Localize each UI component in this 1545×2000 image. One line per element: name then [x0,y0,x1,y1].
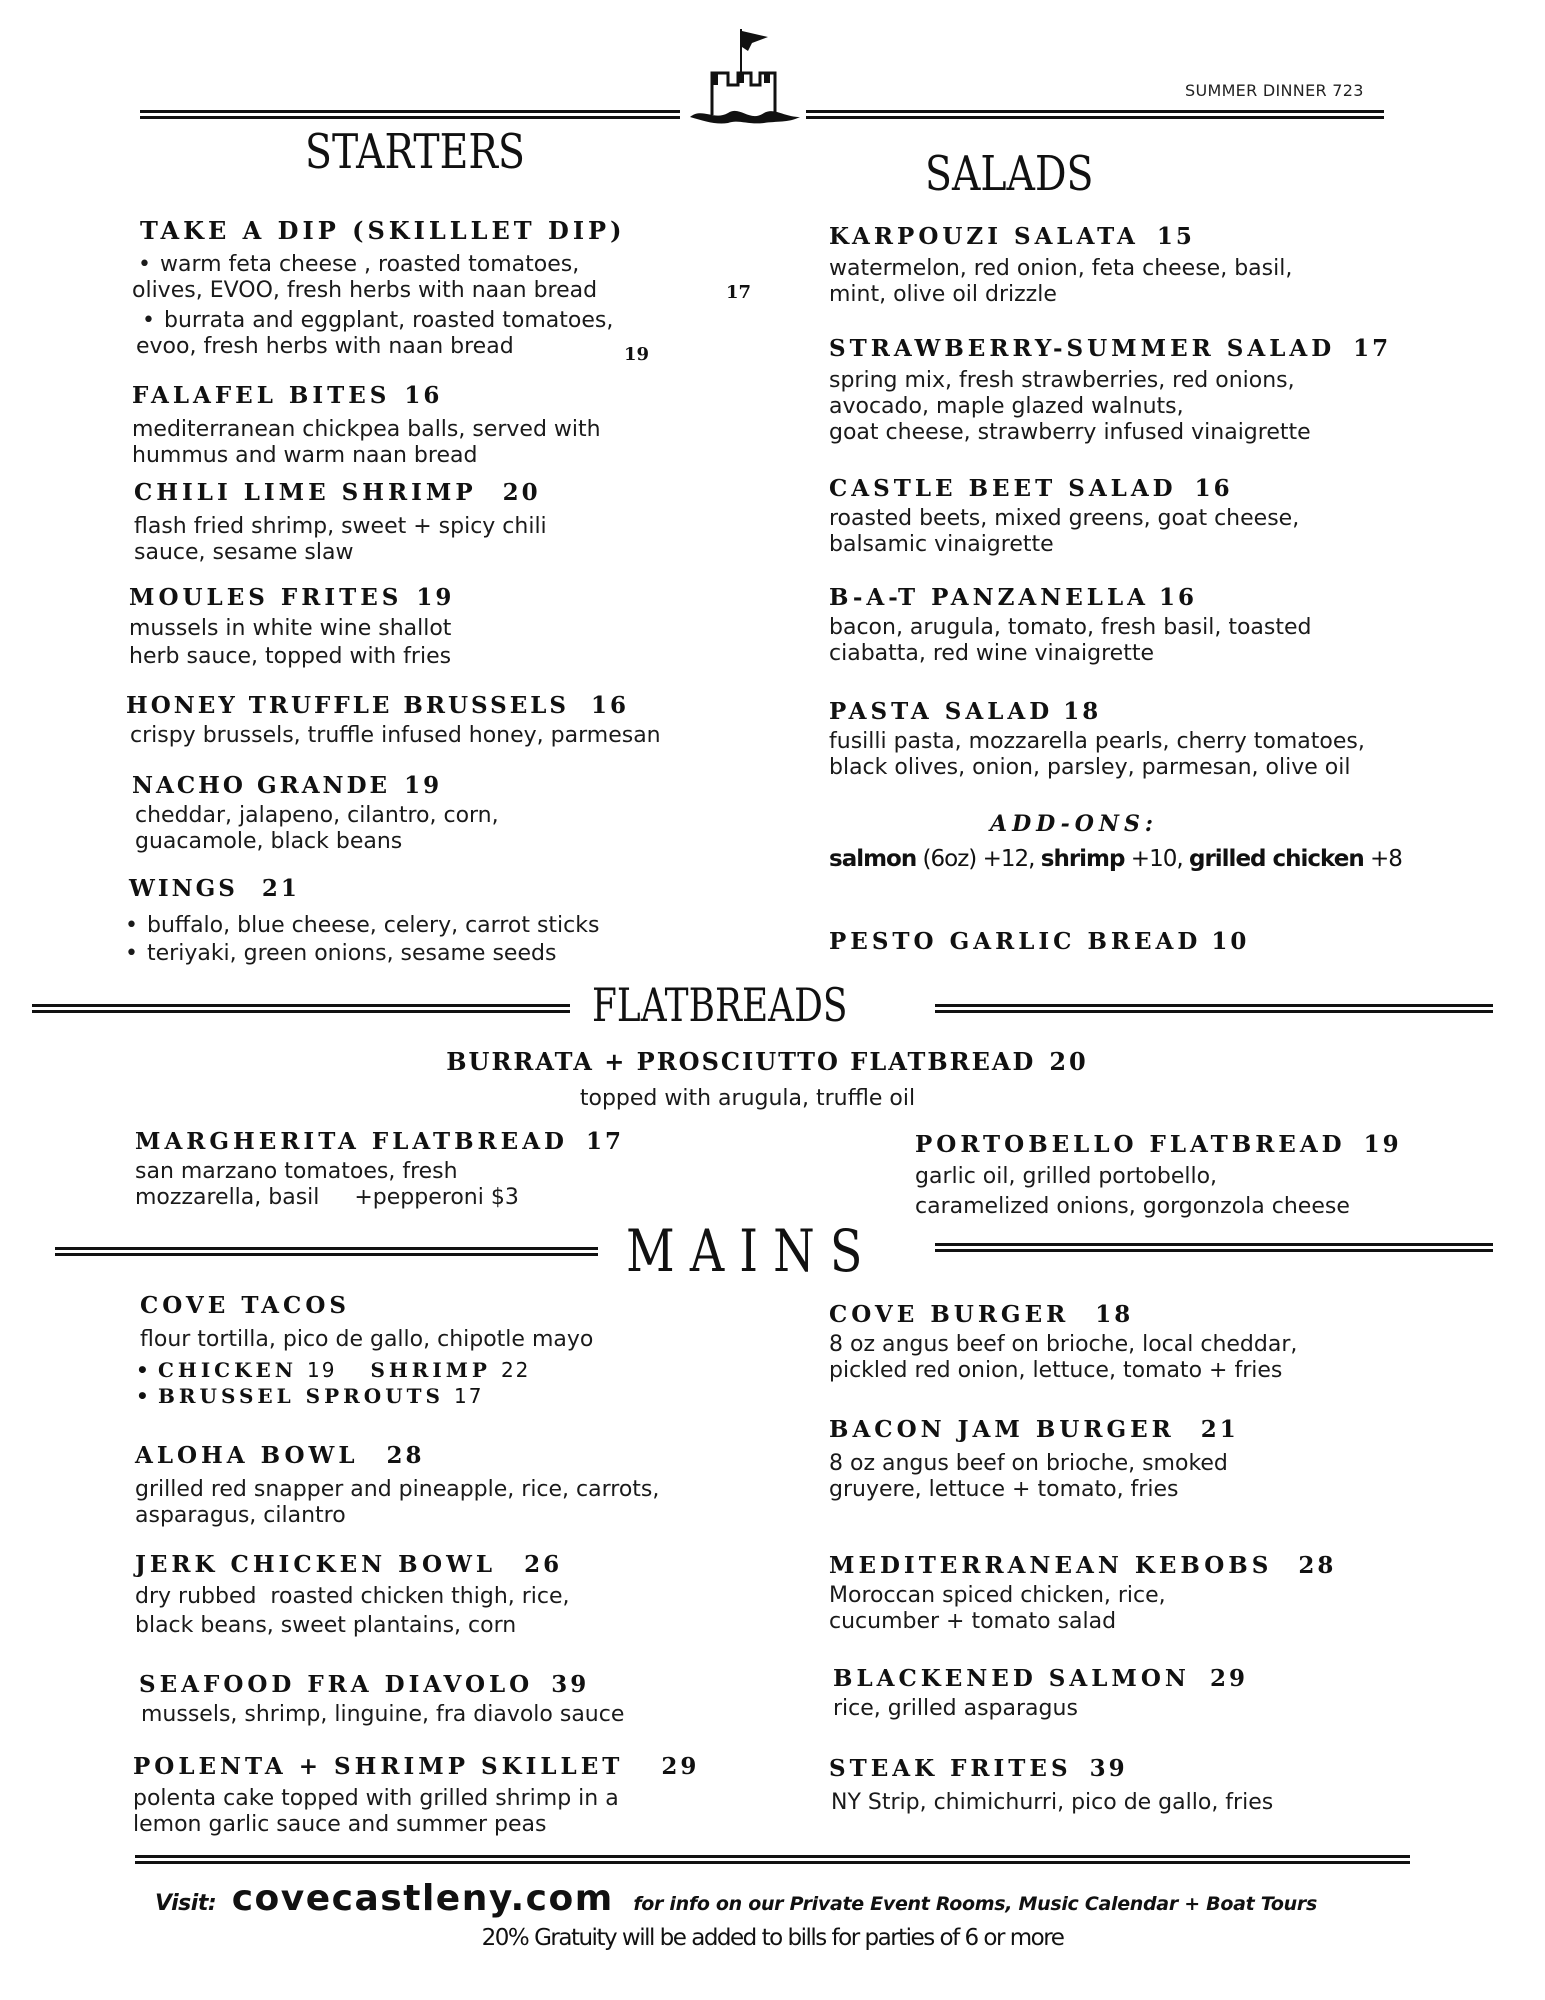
menu-item-burrata-prosciutto-flatbread: BURRATA + PROSCIUTTO FLATBREAD 20 topped with arugula, truffle oil [446,1047,1089,1111]
website-link[interactable]: covecastleny.com [231,1878,614,1919]
castle-logo-icon [688,25,803,125]
starters-title: STARTERS [305,124,526,180]
menu-item-moules-frites: MOULES FRITES 19 mussels in white wine shallot herb sauce, topped with fries [129,584,455,669]
bullet-icon [125,913,147,938]
menu-item-strawberry-summer-salad: STRAWBERRY-SUMMER SALAD 17 spring mix, fresh strawberries, red onions, avocado, maple glazed walnuts, goat cheese, strawberry infused vinaigrette [829,335,1392,445]
bullet-icon [132,252,160,277]
mains-title: M A I N S [626,1217,863,1285]
menu-item-falafel-bites: FALAFEL BITES 16 mediterranean chickpea balls, served with hummus and warm naan bread [132,382,601,468]
visit-label: Visit: [155,1891,217,1916]
menu-item-karpouzi-salata: KARPOUZI SALATA 15 watermelon, red onion, feta cheese, basil, mint, olive oil drizzle [829,223,1293,307]
menu-item-seafood-fra-diavolo: SEAFOOD FRA DIAVOLO 39 mussels, shrimp, linguine, fra diavolo sauce [139,1671,625,1727]
header-rule-left [140,110,680,119]
dip-option-1: • warm feta cheese , roasted tomatoes, olives, EVOO, fresh herbs with naan bread [132,252,597,304]
menu-item-bat-panzanella: B-A-T PANZANELLA 16 bacon, arugula, tomato, fresh basil, toasted ciabatta, red wine vinaigrette [829,584,1312,666]
dip-option-1-price: 17 [726,282,752,303]
menu-item-blackened-salmon: BLACKENED SALMON 29 rice, grilled asparagus [833,1665,1248,1721]
bullet-icon [125,941,147,966]
salads-title: SALADS [925,146,1094,202]
header-rule-right [806,110,1384,119]
menu-item-castle-beet-salad: CASTLE BEET SALAD 16 roasted beets, mixed greens, goat cheese, balsamic vinaigrette [829,475,1300,557]
menu-item-chili-lime-shrimp: CHILI LIME SHRIMP 20 flash fried shrimp, sweet + spicy chili sauce, sesame slaw [134,479,547,565]
menu-item-cove-burger: COVE BURGER 18 8 oz angus beef on brioche, local cheddar, pickled red onion, lettuce, tomato + fries [829,1301,1298,1383]
menu-item-nacho-grande: NACHO GRANDE 19 cheddar, jalapeno, cilantro, corn, guacamole, black beans [132,772,499,854]
menu-item-steak-frites: STEAK FRITES 39 NY Strip, chimichurri, pico de gallo, fries [829,1755,1274,1815]
footer-visit-line [155,1878,1317,1919]
menu-item-pasta-salad: PASTA SALAD 18 fusilli pasta, mozzarella pearls, cherry tomatoes, black olives, onion, parsley, parmesan, olive oil [829,698,1365,780]
gratuity-notice: 20% Gratuity will be added to bills for parties of 6 or more [481,1925,1064,1951]
dip-option-2: • burrata and eggplant, roasted tomatoes, evoo, fresh herbs with naan bread [136,308,613,360]
bullet-icon [136,1358,158,1382]
menu-item-wings: WINGS 21 • buffalo, blue cheese, celery, carrot sticks • teriyaki, green onions, sesame seeds [129,877,599,968]
edition-label: SUMMER DINNER 723 [1185,81,1364,100]
addons-title: ADD-ONS: [990,811,1159,837]
bullet-icon [136,308,164,333]
menu-item-portobello-flatbread: PORTOBELLO FLATBREAD 19 garlic oil, grilled portobello, caramelized onions, gorgonzola cheese [915,1131,1402,1219]
footer-info: for info on our Private Event Rooms, Music Calendar + Boat Tours [633,1893,1317,1915]
item-name: TAKE A DIP (SKILLLET DIP) [140,216,626,245]
menu-item-aloha-bowl: ALOHA BOWL 28 grilled red snapper and pineapple, rice, carrots, asparagus, cilantro [135,1442,660,1528]
taco-option-brussel-sprouts: BRUSSEL SPROUTS [158,1384,444,1408]
menu-item-polenta-shrimp-skillet: POLENTA + SHRIMP SKILLET 29 polenta cake topped with grilled shrimp in a lemon garlic sauce and summer peas [133,1753,700,1837]
flatbreads-rule-left [32,1004,570,1013]
menu-item-pesto-garlic-bread: PESTO GARLIC BREAD 10 [829,928,1250,955]
menu-item-honey-truffle-brussels: HONEY TRUFFLE BRUSSELS 16 crispy brussels, truffle infused honey, parmesan [126,692,661,748]
menu-item-margherita-flatbread: MARGHERITA FLATBREAD 17 san marzano tomatoes, fresh mozzarella, basil +pepperoni $3 [135,1128,625,1210]
menu-item-cove-tacos: COVE TACOS flour tortilla, pico de gallo, chipotle mayo • CHICKEN 19 SHRIMP 22 • BRUSSEL SPROUTS 17 [140,1294,593,1409]
dip-option-2-price: 19 [624,344,650,365]
menu-item-mediterranean-kebobs: MEDITERRANEAN KEBOBS 28 Moroccan spiced chicken, rice, cucumber + tomato salad [829,1552,1337,1634]
taco-option-shrimp: SHRIMP [370,1358,491,1382]
addons-list: salmon (6oz) +12, shrimp +10, grilled chicken +8 [829,846,1402,872]
menu-item-take-a-dip [140,216,626,249]
mains-rule-left [55,1247,598,1256]
taco-option-chicken: CHICKEN [158,1358,297,1382]
flatbreads-rule-right [935,1004,1493,1013]
mains-rule-right [935,1243,1493,1252]
bullet-icon [136,1384,158,1408]
footer-rule [135,1855,1410,1864]
menu-item-bacon-jam-burger: BACON JAM BURGER 21 8 oz angus beef on brioche, smoked gruyere, lettuce + tomato, fries [829,1416,1239,1502]
addon-grilled-chicken: grilled chicken [1188,846,1364,872]
flatbreads-title: FLATBREADS [592,978,848,1032]
addon-shrimp: shrimp [1040,846,1125,872]
addon-salmon: salmon [829,846,917,872]
menu-item-jerk-chicken-bowl: JERK CHICKEN BOWL 26 dry rubbed roasted chicken thigh, rice, black beans, sweet plantains, corn [135,1551,570,1638]
